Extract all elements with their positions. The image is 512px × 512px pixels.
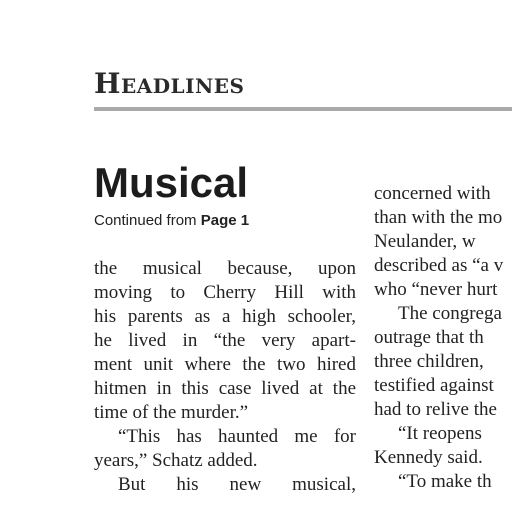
- text-line: testified against: [374, 375, 494, 396]
- story-headline: Musical: [94, 159, 249, 206]
- text-line: he lived in “the very apart-: [94, 330, 356, 351]
- jump-prefix: Continued from: [94, 212, 197, 229]
- text-line: “To make th: [398, 471, 492, 492]
- text-line: three children,: [374, 351, 484, 372]
- text-line: described as “a v: [374, 255, 504, 276]
- text-line: outrage that th: [374, 327, 484, 348]
- text-line: years,” Schatz added.: [94, 450, 258, 471]
- section-divider: [94, 107, 512, 111]
- continued-from-line: [94, 211, 249, 231]
- text-line: “It reopens: [398, 423, 482, 444]
- text-line: moving to Cherry Hill with: [94, 282, 356, 303]
- text-line: his parents as a high schooler,: [94, 306, 356, 327]
- text-line: “This has haunted me for: [118, 426, 356, 447]
- text-line: time of the murder.”: [94, 402, 249, 423]
- text-line: hitmen in this case lived at the: [94, 378, 356, 399]
- article-column-left: [94, 257, 356, 497]
- section-title: Headlines: [94, 67, 245, 100]
- text-line: than with the mo: [374, 207, 503, 228]
- text-line: had to relive the: [374, 399, 497, 420]
- jump-page-link[interactable]: Page 1: [200, 212, 250, 229]
- article-column-right: [374, 182, 512, 494]
- text-line: Kennedy said.: [374, 447, 483, 468]
- text-line: But his new musical,: [118, 474, 356, 495]
- text-line: the musical because, upon: [94, 258, 356, 279]
- text-line: The congrega: [398, 303, 502, 324]
- text-line: Neulander, w: [374, 231, 476, 252]
- text-line: ment unit where the two hired: [94, 354, 356, 375]
- text-line: who “never hurt: [374, 279, 498, 300]
- text-line: concerned with: [374, 183, 491, 204]
